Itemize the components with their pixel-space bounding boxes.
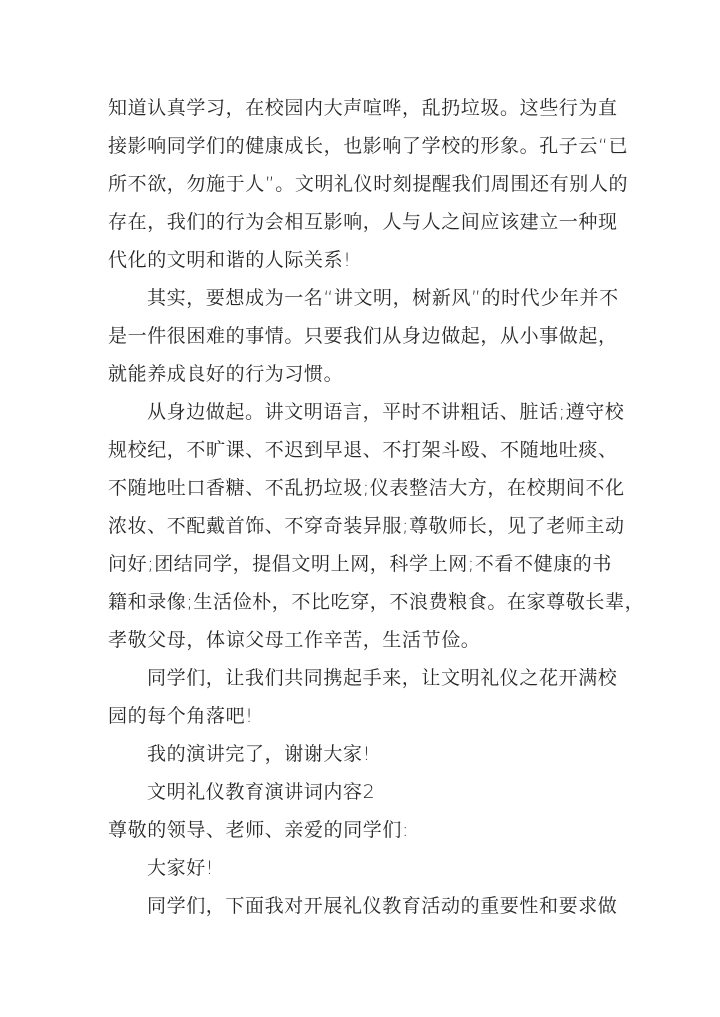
- text-line: 是一件很困难的事情。只要我们从身边做起，从小事做起，: [108, 325, 618, 347]
- text-line: 大家好!: [147, 857, 215, 879]
- paragraph-behavior-impact: [108, 89, 629, 279]
- text-line: 文明礼仪教育演讲词内容2: [147, 781, 376, 803]
- paragraph-call-to-action: [108, 659, 616, 735]
- section-heading: [108, 773, 616, 811]
- text-line: 不随地吐口香糖、不乱扔垃圾;仪表整洁大方，在校期间不化: [108, 477, 625, 499]
- text-line: 就能养成良好的行为习惯。: [108, 363, 344, 385]
- text-line: 问好;团结同学，提倡文明上网，科学上网;不看不健康的书: [108, 553, 613, 575]
- text-line: 同学们，让我们共同携起手来，让文明礼仪之花开满校: [147, 667, 618, 689]
- paragraph-civilized-youth: [108, 279, 619, 393]
- text-line: 我的演讲完了，谢谢大家!: [147, 743, 371, 765]
- text-line: 接影响同学们的健康成长，也影响了学校的形象。孔子云“已: [108, 135, 629, 157]
- paragraph-introduction: [108, 887, 616, 925]
- text-line: 知道认真学习，在校园内大声喧哗，乱扔垃圾。这些行为直: [108, 97, 618, 119]
- text-line: 代化的文明和谐的人际关系!: [108, 249, 352, 271]
- text-line: 浓妆、不配戴首饰、不穿奇装异服;尊敬师长，见了老师主动: [108, 515, 625, 537]
- text-line: 规校纪，不旷课、不迟到早退、不打架斗殴、不随地吐痰、: [108, 439, 618, 461]
- greeting: [108, 849, 616, 887]
- text-line: 籍和录像;生活俭朴，不比吃穿，不浪费粮食。在家尊敬长辈，: [108, 591, 645, 613]
- text-line: 同学们，下面我对开展礼仪教育活动的重要性和要求做: [147, 895, 618, 917]
- paragraph-closing: [108, 735, 616, 773]
- salutation: [108, 811, 616, 849]
- text-line: 其实，要想成为一名“讲文明，树新风”的时代少年并不: [147, 287, 619, 309]
- text-line: 园的每个角落吧!: [108, 705, 254, 727]
- text-line: 所不欲，勿施于人”。文明礼仪时刻提醒我们周围还有别人的: [108, 173, 629, 195]
- text-line: 存在，我们的行为会相互影响，人与人之间应该建立一种现: [108, 211, 618, 233]
- text-line: 孝敬父母，体谅父母工作辛苦，生活节俭。: [108, 629, 481, 651]
- paragraph-start-from-self: [108, 393, 645, 659]
- text-line: 尊敬的领导、老师、亲爱的同学们:: [108, 819, 410, 841]
- text-line: 从身边做起。讲文明语言，平时不讲粗话、脏话;遵守校: [147, 401, 625, 423]
